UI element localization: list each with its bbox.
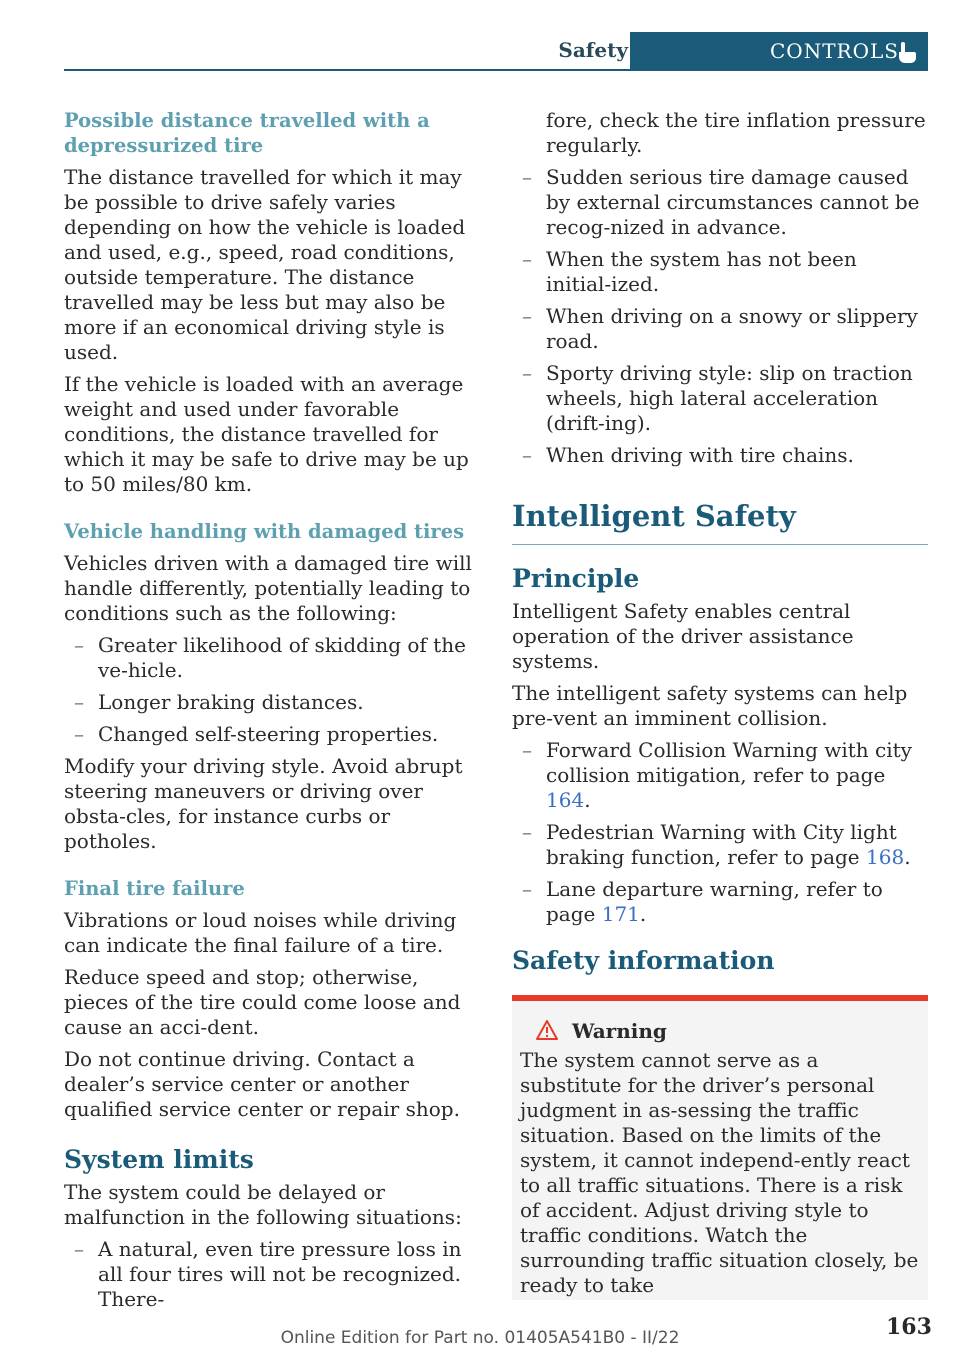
right-column <box>512 108 928 1300</box>
paragraph: Vibrations or loud noises while driving can indicate the final failure of a tire. <box>64 908 457 957</box>
page-header <box>64 32 928 71</box>
list-item: – Sporty driving style: slip on traction wheels, high lateral acceleration (drift‐ing). <box>522 361 913 435</box>
paragraph: Intelligent Safety enables central operation of the driver assistance systems. <box>512 599 854 673</box>
page-number: 163 <box>886 1314 932 1340</box>
page-link-164[interactable]: 164 <box>546 788 585 812</box>
warning-box <box>512 995 928 1300</box>
paragraph: Modify your driving style. Avoid abrupt steering maneuvers or driving over obsta‐cles, for instance curbs or potholes. <box>64 754 463 853</box>
list-item: – When driving on a snowy or slippery road. <box>522 304 918 353</box>
dash-bullet: – <box>74 722 84 746</box>
dash-bullet: – <box>522 443 532 467</box>
footer-edition: Online Edition for Part no. 01405A541B0 - II/22 <box>280 1328 680 1348</box>
page-link-168[interactable]: 168 <box>866 845 905 869</box>
dash-bullet: – <box>522 738 532 762</box>
heading-distance: Possible distance travelled with a depressurized tire <box>64 109 430 157</box>
dash-bullet: – <box>74 690 84 714</box>
systems-list <box>512 738 928 927</box>
warning-text: The system cannot serve as a substitute for the driver’s personal judgment in as‐sessing the traffic situation. Based on the limits of the system, it cannot independ‐ently react to all traffic situations. There is a risk of accident. Adjust driving style to traffic conditions. Watch the surrounding traffic situation closely, be ready to take <box>520 1048 919 1297</box>
dash-bullet: – <box>522 165 532 189</box>
list-item: – When the system has not been initial‐ized. <box>522 247 857 296</box>
left-column <box>64 108 482 1319</box>
page-link-171[interactable]: 171 <box>601 902 640 926</box>
warning-triangle-icon <box>536 1020 558 1040</box>
list-item: – Pedestrian Warning with City light braking function, refer to page 168. <box>522 820 911 869</box>
list-item: – Greater likelihood of skidding of the ve‐hicle. <box>74 633 466 682</box>
heading-intelligent-safety: Intelligent Safety <box>512 496 928 545</box>
list-item: fore, check the tire inflation pressure regularly. <box>546 108 926 157</box>
pointing-hand-icon <box>896 40 918 64</box>
section-title: Safety <box>558 38 628 62</box>
paragraph: The distance travelled for which it may be possible to drive safely varies depending on how the vehicle is loaded and used, e.g., speed, road conditions, outside temperature. The distance travelled may be less but may also be more if an economical driving style is used. <box>64 165 466 364</box>
paragraph: If the vehicle is loaded with an average weight and used under favorable conditions, the distance travelled for which it may be safe to drive may be up to 50 miles/80 km. <box>64 372 469 496</box>
list-item: – Lane departure warning, refer to page 171. <box>522 877 883 926</box>
chapter-tab <box>630 32 928 71</box>
dash-bullet: – <box>522 247 532 271</box>
warning-title: Warning <box>572 1019 667 1043</box>
list-item: – When driving with tire chains. <box>522 443 854 467</box>
dash-bullet: – <box>74 633 84 657</box>
list-item: – Longer braking distances. <box>74 690 364 714</box>
list-item: – Changed self-steering properties. <box>74 722 439 746</box>
header-rule <box>64 69 928 71</box>
chapter-tab-label: CONTROLS <box>770 39 899 63</box>
warning-heading <box>520 1019 920 1044</box>
list-item: – Sudden serious tire damage caused by external circumstances cannot be recog‐nized in advance. <box>522 165 920 239</box>
paragraph: The system could be delayed or malfunction in the following situations: <box>64 1180 462 1229</box>
heading-handling: Vehicle handling with damaged tires <box>64 520 465 543</box>
heading-safety-information: Safety information <box>512 946 775 975</box>
dash-bullet: – <box>522 304 532 328</box>
limits-list-continued <box>512 108 928 468</box>
dash-bullet: – <box>522 820 532 844</box>
handling-list <box>64 633 482 747</box>
dash-bullet: – <box>74 1237 84 1261</box>
list-item: – A natural, even tire pressure loss in all four tires will not be recognized. There- <box>74 1237 462 1311</box>
paragraph: Reduce speed and stop; otherwise, pieces of the tire could come loose and cause an acci‐dent. <box>64 965 461 1039</box>
heading-system-limits: System limits <box>64 1145 254 1174</box>
paragraph: Vehicles driven with a damaged tire will handle differently, potentially leading to conditions such as the following: <box>64 551 472 625</box>
heading-principle: Principle <box>512 564 640 593</box>
heading-final-failure: Final tire failure <box>64 877 245 900</box>
limits-list <box>64 1237 482 1312</box>
paragraph: Do not continue driving. Contact a dealer’s service center or another qualified service center or repair shop. <box>64 1047 460 1121</box>
list-item: – Forward Collision Warning with city collision mitigation, refer to page 164. <box>522 738 912 812</box>
paragraph: The intelligent safety systems can help pre‐vent an imminent collision. <box>512 681 908 730</box>
dash-bullet: – <box>522 361 532 385</box>
dash-bullet: – <box>522 877 532 901</box>
